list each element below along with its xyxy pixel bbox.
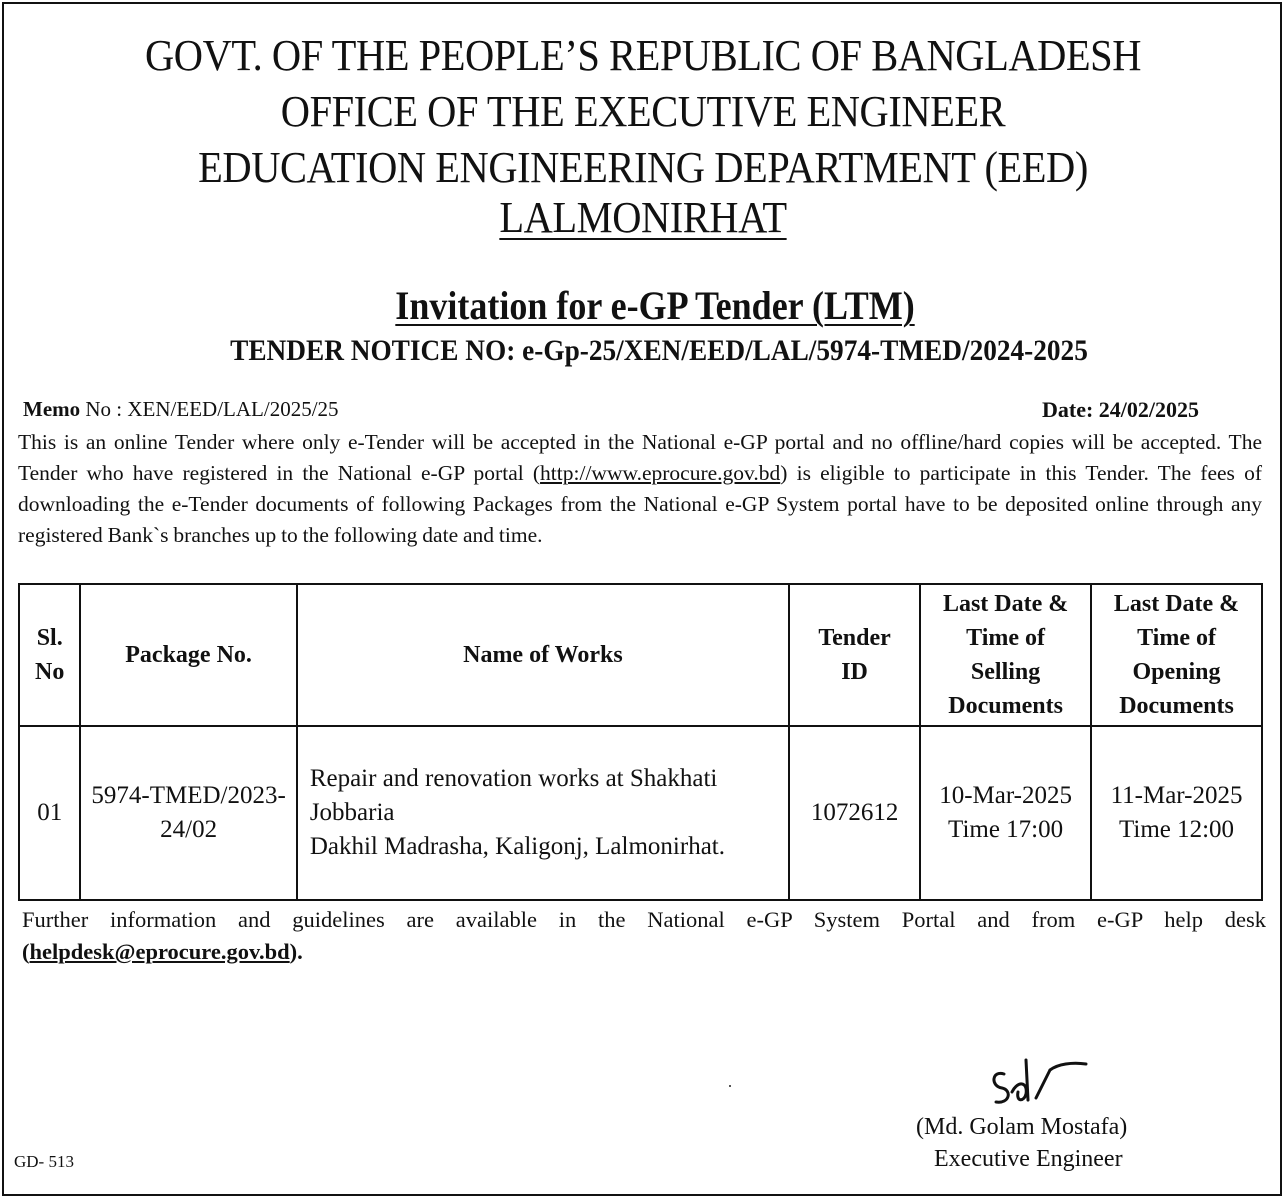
tender-table [18, 583, 1263, 901]
signatory-name: (Md. Golam Mostafa) [916, 1114, 1128, 1140]
intro-line: registered Bank`s branches up to the following date and time. [18, 523, 543, 547]
cell-text: 11-Mar-2025 [1110, 782, 1243, 809]
eprocure-link[interactable]: http://www.eprocure.gov.bd [540, 461, 781, 485]
header-text: No [35, 659, 65, 685]
intro-line: downloading the e-Tender documents of following Packages from the National e-GP System portal have to be deposited online through any [18, 492, 1262, 516]
header-works: Name of Works [297, 584, 789, 726]
further-line [22, 936, 1266, 968]
header-text: Documents [1119, 693, 1234, 719]
paren: ( [22, 939, 30, 964]
header-text: Documents [948, 693, 1063, 719]
header-package: Package No. [80, 584, 296, 726]
header-text: Last Date & [1113, 591, 1240, 617]
cell-works [297, 726, 789, 900]
header-text: ID [841, 659, 868, 685]
memo-label: Memo [23, 397, 81, 421]
cell-package [80, 726, 296, 900]
memo-number [23, 397, 339, 422]
cell-text: Time 17:00 [948, 816, 1064, 843]
memo-value: No : XEN/EED/LAL/2025/25 [80, 397, 339, 421]
header-opening [1091, 584, 1262, 726]
header-text: Last Date & [942, 591, 1069, 617]
header-text: Selling [970, 659, 1041, 685]
cell-text: Time 12:00 [1118, 816, 1235, 843]
header-text: Time of [1137, 625, 1216, 651]
table-header-row [19, 584, 1262, 726]
header-tender-id [789, 584, 920, 726]
intro-text: Tender who have registered in the National e-GP portal ( [18, 461, 541, 485]
notice-title: Invitation for e-GP Tender (LTM) [395, 283, 915, 328]
cell-selling [920, 726, 1091, 900]
intro-paragraph [18, 427, 1262, 551]
table-row [19, 726, 1262, 900]
intro-line: This is an online Tender where only e-Tender will be accepted in the National e-GP portal and no offline/hard copies will be accepted. The [18, 430, 1262, 454]
helpdesk-email-link[interactable]: helpdesk@eprocure.gov.bd [29, 939, 290, 964]
header-line-office: OFFICE OF THE EXECUTIVE ENGINEER [280, 87, 1006, 136]
cell-text: 10-Mar-2025 [939, 782, 1072, 809]
notice-date: Date: 24/02/2025 [1042, 397, 1200, 422]
header-selling [920, 584, 1091, 726]
signature-mark [982, 1052, 1092, 1122]
cell-text: 5974-TMED/2023- [91, 782, 286, 809]
intro-text: ) is eligible to participate in this Tender. The fees of [780, 461, 1262, 485]
header-line-department: EDUCATION ENGINEERING DEPARTMENT (EED) [198, 143, 1088, 192]
header-line-district: LALMONIRHAT [499, 193, 787, 242]
speck [729, 1085, 731, 1087]
cell-text: 24/02 [160, 816, 218, 843]
cell-sl: 01 [19, 726, 80, 900]
cell-tender-id: 1072612 [789, 726, 920, 900]
signatory-designation: Executive Engineer [934, 1146, 1123, 1172]
header-text: Tender [818, 625, 891, 651]
header-text: Opening [1132, 659, 1221, 685]
tender-notice-number: TENDER NOTICE NO: e-Gp-25/XEN/EED/LAL/5974-TMED/2024-2025 [230, 334, 1088, 367]
header-line-govt: GOVT. OF THE PEOPLE’S REPUBLIC OF BANGLADESH [145, 31, 1141, 80]
header-text: Time of [966, 625, 1046, 651]
header-sl [19, 584, 80, 726]
cell-text: Dakhil Madrasha, Kaligonj, Lalmonirhat. [309, 833, 725, 860]
cell-opening [1091, 726, 1262, 900]
header-text: Sl. [36, 625, 63, 651]
intro-line [18, 458, 1262, 489]
paren: ). [289, 939, 303, 964]
footer-code: GD- 513 [14, 1152, 74, 1171]
cell-text: Repair and renovation works at Shakhati Jobbaria [309, 765, 718, 826]
further-line: Further information and guidelines are available in the National e-GP System Portal and from e-GP help desk [22, 907, 1266, 932]
further-info [22, 904, 1266, 968]
